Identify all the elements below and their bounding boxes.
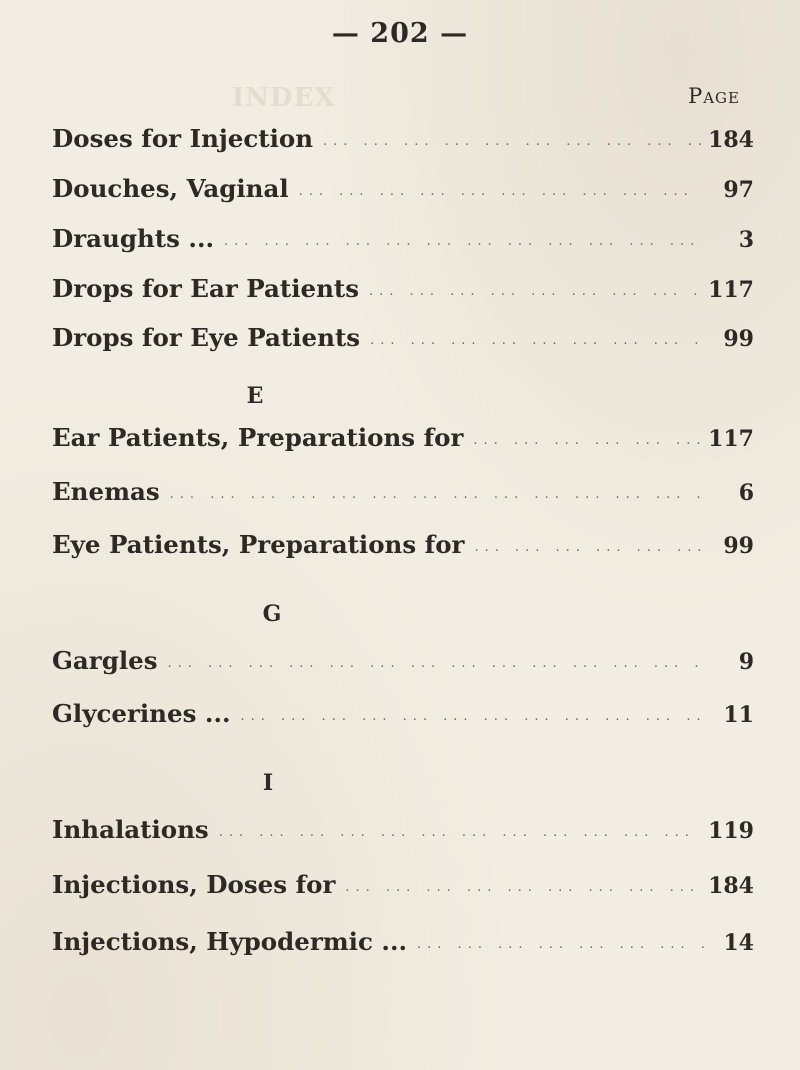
entry-page: 184 — [708, 127, 754, 153]
entry-page: 99 — [723, 326, 754, 352]
entry-page: 99 — [723, 533, 754, 559]
entry-label: Injections, Hypodermic ... — [52, 927, 408, 956]
entry-page: 97 — [723, 177, 754, 203]
index-entry — [52, 477, 754, 511]
index-entry — [52, 646, 754, 680]
dot-leader — [214, 234, 704, 249]
entry-label: Doses for Injection — [52, 124, 314, 153]
dot-leader — [463, 433, 704, 448]
section-letter-i: I — [262, 770, 274, 796]
entry-label: Ear Patients, Preparations for — [52, 423, 464, 452]
dot-leader — [160, 487, 704, 502]
index-entry — [52, 274, 754, 308]
entry-label: Drops for Ear Patients — [52, 274, 360, 303]
entry-label: Douches, Vaginal — [52, 174, 289, 203]
dot-leader — [289, 184, 704, 199]
index-entry — [52, 870, 754, 904]
entry-label: Injections, Doses for — [52, 870, 336, 899]
entry-page: 11 — [723, 702, 754, 728]
dot-leader — [360, 333, 704, 348]
index-entry — [52, 699, 754, 733]
index-entry — [52, 927, 754, 961]
index-entry — [52, 323, 754, 357]
index-entry — [52, 224, 754, 258]
entry-page: 119 — [708, 818, 754, 844]
entry-label: Drops for Eye Patients — [52, 323, 361, 352]
section-letter-e: E — [246, 383, 264, 409]
dot-leader — [313, 134, 704, 149]
page-column-label: Page — [688, 84, 740, 108]
entry-label: Glycerines ... — [52, 699, 231, 728]
dot-leader — [335, 880, 704, 895]
entry-page: 14 — [723, 930, 754, 956]
index-entry — [52, 174, 754, 208]
bleed-through-heading: INDEX — [232, 83, 336, 113]
dot-leader — [407, 937, 704, 952]
section-letter-g: G — [262, 601, 282, 627]
entry-page: 117 — [708, 426, 754, 452]
entry-label: Draughts ... — [52, 224, 215, 253]
index-entry — [52, 815, 754, 849]
page-number: — 202 — — [331, 18, 469, 49]
entry-label: Eye Patients, Preparations for — [52, 530, 465, 559]
entry-page: 9 — [738, 649, 754, 675]
entry-page: 3 — [738, 227, 754, 253]
index-entry — [52, 530, 754, 564]
entry-page: 184 — [708, 873, 754, 899]
dot-leader — [359, 284, 704, 299]
entry-page: 117 — [708, 277, 754, 303]
entry-label: Inhalations — [52, 815, 209, 844]
dot-leader — [464, 540, 704, 555]
entry-label: Gargles — [52, 646, 158, 675]
index-entry — [52, 423, 754, 457]
dot-leader — [231, 709, 705, 724]
entry-page: 6 — [738, 480, 754, 506]
entry-label: Enemas — [52, 477, 160, 506]
index-entry — [52, 124, 754, 158]
dot-leader — [209, 825, 704, 840]
dot-leader — [158, 656, 704, 671]
